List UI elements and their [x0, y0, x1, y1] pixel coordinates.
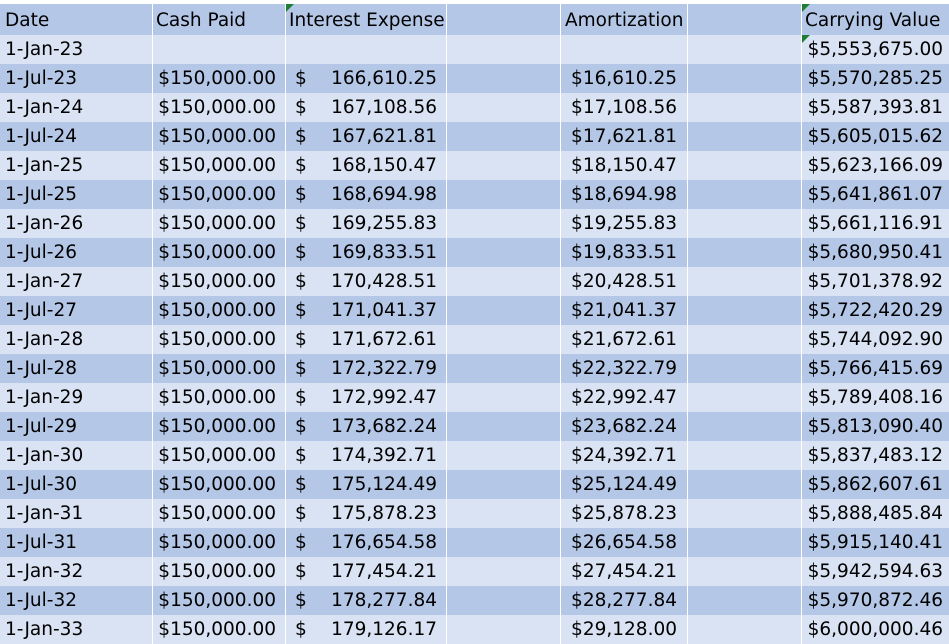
interest-amount: 179,126.17 — [331, 619, 437, 640]
interest-expense-cell[interactable] — [286, 412, 447, 441]
comment-indicator-icon — [286, 4, 294, 12]
amortization-cell[interactable] — [561, 586, 688, 615]
empty-cell[interactable] — [447, 470, 561, 499]
empty-cell[interactable] — [688, 267, 802, 296]
currency-symbol: $ — [295, 184, 307, 205]
interest-amount: 174,392.71 — [331, 445, 437, 466]
date-cell[interactable]: 1-Jul-28 — [0, 354, 153, 383]
amortization-amount: 28,277.84 — [582, 590, 677, 611]
empty-cell[interactable] — [688, 180, 802, 209]
date-cell[interactable]: 1-Jan-23 — [0, 35, 153, 64]
amortization-amount: 20,428.51 — [582, 271, 677, 292]
currency-symbol: $ — [295, 68, 307, 89]
carrying-value-cell[interactable] — [802, 325, 949, 354]
table-row — [0, 557, 949, 586]
carrying-value-cell[interactable] — [802, 412, 949, 441]
amortization-amount: 27,454.21 — [582, 561, 677, 582]
carrying-value-cell[interactable] — [802, 267, 949, 296]
currency-symbol: $ — [295, 126, 307, 147]
table-row — [0, 93, 949, 122]
cash-paid-cell[interactable]: $150,000.00 — [153, 180, 286, 209]
amortization-cell[interactable] — [561, 383, 688, 412]
amortization-cell[interactable] — [561, 180, 688, 209]
carrying-value-amount: $5,888,485.84 — [807, 503, 943, 524]
interest-expense-cell[interactable] — [286, 354, 447, 383]
header-row — [0, 4, 949, 35]
cash-paid-cell[interactable]: $150,000.00 — [153, 267, 286, 296]
cash-paid-cell[interactable] — [153, 35, 286, 64]
cash-paid-cell[interactable]: $150,000.00 — [153, 354, 286, 383]
carrying-value-cell[interactable] — [802, 209, 949, 238]
amortization-amount: 24,392.71 — [582, 445, 677, 466]
amortization-cell[interactable] — [561, 122, 688, 151]
currency-symbol: $ — [295, 532, 307, 553]
table-row — [0, 151, 949, 180]
empty-cell[interactable] — [688, 35, 802, 64]
interest-amount: 167,108.56 — [331, 97, 437, 118]
carrying-value-cell[interactable] — [802, 470, 949, 499]
amortization-amount: 18,150.47 — [582, 155, 677, 176]
empty-cell[interactable] — [688, 470, 802, 499]
amortization-amount: 23,682.24 — [582, 416, 677, 437]
amortization-amount: 22,322.79 — [582, 358, 677, 379]
interest-amount: 175,878.23 — [331, 503, 437, 524]
empty-cell[interactable] — [447, 209, 561, 238]
interest-amount: 178,277.84 — [331, 590, 437, 611]
amortization-amount: 17,621.81 — [582, 126, 677, 147]
empty-cell[interactable] — [688, 238, 802, 267]
cash-paid-cell[interactable]: $150,000.00 — [153, 441, 286, 470]
currency-symbol: $ — [295, 387, 307, 408]
empty-cell[interactable] — [688, 296, 802, 325]
currency-symbol: $ — [295, 242, 307, 263]
amortization-cell[interactable] — [561, 325, 688, 354]
carrying-value-amount: $5,789,408.16 — [807, 387, 943, 408]
currency-symbol: $ — [571, 213, 583, 234]
table-row — [0, 470, 949, 499]
empty-cell[interactable] — [447, 557, 561, 586]
header-interest-expense-label: Interest Expense — [289, 10, 445, 31]
amortization-cell[interactable] — [561, 93, 688, 122]
empty-cell[interactable] — [447, 528, 561, 557]
empty-cell[interactable] — [447, 412, 561, 441]
carrying-value-amount: $5,766,415.69 — [807, 358, 943, 379]
amortization-cell[interactable] — [561, 441, 688, 470]
cash-paid-cell[interactable]: $150,000.00 — [153, 470, 286, 499]
header-cash-paid[interactable]: Cash Paid — [153, 4, 286, 35]
empty-cell[interactable] — [688, 122, 802, 151]
interest-amount: 166,610.25 — [331, 68, 437, 89]
date-cell[interactable]: 1-Jan-33 — [0, 615, 153, 644]
empty-cell[interactable] — [447, 441, 561, 470]
interest-amount: 171,041.37 — [331, 300, 437, 321]
date-cell[interactable]: 1-Jul-23 — [0, 64, 153, 93]
interest-amount: 168,150.47 — [331, 155, 437, 176]
carrying-value-amount: $5,837,483.12 — [807, 445, 943, 466]
date-cell[interactable]: 1-Jul-31 — [0, 528, 153, 557]
comment-indicator-icon — [802, 4, 810, 12]
date-cell[interactable]: 1-Jul-29 — [0, 412, 153, 441]
amortization-cell[interactable] — [561, 151, 688, 180]
carrying-value-amount: $5,587,393.81 — [807, 97, 943, 118]
amortization-amount: 19,255.83 — [582, 213, 677, 234]
date-cell[interactable]: 1-Jan-25 — [0, 151, 153, 180]
amortization-cell[interactable] — [561, 412, 688, 441]
date-cell[interactable]: 1-Jul-30 — [0, 470, 153, 499]
empty-cell[interactable] — [688, 441, 802, 470]
carrying-value-amount: $6,000,000.46 — [807, 619, 943, 640]
empty-cell[interactable] — [447, 325, 561, 354]
interest-expense-cell[interactable] — [286, 122, 447, 151]
interest-expense-cell[interactable] — [286, 441, 447, 470]
currency-symbol: $ — [571, 445, 583, 466]
currency-symbol: $ — [295, 503, 307, 524]
interest-amount: 172,992.47 — [331, 387, 437, 408]
date-cell[interactable]: 1-Jan-24 — [0, 93, 153, 122]
amortization-amount: 21,672.61 — [582, 329, 677, 350]
interest-expense-cell[interactable] — [286, 180, 447, 209]
empty-cell[interactable] — [688, 64, 802, 93]
carrying-value-amount: $5,942,594.63 — [807, 561, 943, 582]
interest-expense-cell[interactable] — [286, 93, 447, 122]
table-row — [0, 499, 949, 528]
carrying-value-cell[interactable] — [802, 35, 949, 64]
header-carrying-value[interactable] — [802, 4, 949, 35]
currency-symbol: $ — [571, 329, 583, 350]
table-row — [0, 64, 949, 93]
date-cell[interactable]: 1-Jul-32 — [0, 586, 153, 615]
empty-cell[interactable] — [447, 267, 561, 296]
header-amortization[interactable]: Amortization — [561, 4, 688, 35]
amortization-cell[interactable] — [561, 296, 688, 325]
date-cell[interactable]: 1-Jan-30 — [0, 441, 153, 470]
amortization-cell[interactable] — [561, 470, 688, 499]
empty-cell[interactable] — [688, 93, 802, 122]
currency-symbol: $ — [571, 619, 583, 640]
interest-amount: 173,682.24 — [331, 416, 437, 437]
interest-amount: 170,428.51 — [331, 271, 437, 292]
carrying-value-amount: $5,623,166.09 — [807, 155, 943, 176]
interest-expense-cell[interactable] — [286, 151, 447, 180]
currency-symbol: $ — [571, 155, 583, 176]
table-row — [0, 325, 949, 354]
cash-paid-cell[interactable]: $150,000.00 — [153, 383, 286, 412]
currency-symbol: $ — [295, 474, 307, 495]
amortization-amount: 21,041.37 — [582, 300, 677, 321]
interest-expense-cell[interactable] — [286, 35, 447, 64]
carrying-value-cell[interactable] — [802, 238, 949, 267]
comment-indicator-icon — [802, 35, 810, 43]
empty-cell[interactable] — [447, 296, 561, 325]
currency-symbol: $ — [571, 387, 583, 408]
currency-symbol: $ — [571, 416, 583, 437]
header-blank-cell[interactable] — [688, 4, 802, 35]
cash-paid-cell[interactable]: $150,000.00 — [153, 238, 286, 267]
interest-expense-cell[interactable] — [286, 238, 447, 267]
currency-symbol: $ — [295, 97, 307, 118]
currency-symbol: $ — [571, 474, 583, 495]
empty-cell[interactable] — [688, 209, 802, 238]
carrying-value-cell[interactable] — [802, 557, 949, 586]
empty-cell[interactable] — [688, 528, 802, 557]
cash-paid-cell[interactable]: $150,000.00 — [153, 615, 286, 644]
currency-symbol: $ — [295, 561, 307, 582]
interest-expense-cell[interactable] — [286, 64, 447, 93]
amortization-cell[interactable] — [561, 64, 688, 93]
currency-symbol: $ — [571, 184, 583, 205]
currency-symbol: $ — [571, 300, 583, 321]
carrying-value-amount: $5,641,861.07 — [807, 184, 943, 205]
empty-cell[interactable] — [688, 586, 802, 615]
date-cell[interactable]: 1-Jan-29 — [0, 383, 153, 412]
currency-symbol: $ — [571, 590, 583, 611]
carrying-value-cell[interactable] — [802, 296, 949, 325]
date-cell[interactable]: 1-Jan-27 — [0, 267, 153, 296]
carrying-value-amount: $5,661,116.91 — [807, 213, 943, 234]
amortization-cell[interactable] — [561, 528, 688, 557]
empty-cell[interactable] — [447, 238, 561, 267]
carrying-value-cell[interactable] — [802, 354, 949, 383]
currency-symbol: $ — [571, 242, 583, 263]
amortization-cell[interactable] — [561, 557, 688, 586]
table-row — [0, 35, 949, 64]
date-cell[interactable]: 1-Jul-24 — [0, 122, 153, 151]
empty-cell[interactable] — [447, 122, 561, 151]
interest-amount: 171,672.61 — [331, 329, 437, 350]
empty-cell[interactable] — [447, 93, 561, 122]
interest-expense-cell[interactable] — [286, 296, 447, 325]
carrying-value-cell[interactable] — [802, 586, 949, 615]
carrying-value-amount: $5,553,675.00 — [807, 39, 943, 60]
interest-amount: 169,255.83 — [331, 213, 437, 234]
empty-cell[interactable] — [447, 35, 561, 64]
interest-expense-cell[interactable] — [286, 325, 447, 354]
interest-expense-cell[interactable] — [286, 470, 447, 499]
table-row — [0, 267, 949, 296]
currency-symbol: $ — [571, 97, 583, 118]
empty-cell[interactable] — [688, 325, 802, 354]
cash-paid-cell[interactable]: $150,000.00 — [153, 586, 286, 615]
currency-symbol: $ — [571, 532, 583, 553]
header-carrying-value-label: Carrying Value — [805, 10, 941, 31]
empty-cell[interactable] — [447, 180, 561, 209]
amortization-cell[interactable] — [561, 354, 688, 383]
amortization-amount: 25,878.23 — [582, 503, 677, 524]
amortization-cell[interactable] — [561, 499, 688, 528]
amortization-cell[interactable] — [561, 209, 688, 238]
empty-cell[interactable] — [688, 412, 802, 441]
interest-expense-cell[interactable] — [286, 267, 447, 296]
currency-symbol: $ — [571, 68, 583, 89]
empty-cell[interactable] — [688, 354, 802, 383]
currency-symbol: $ — [295, 445, 307, 466]
date-cell[interactable]: 1-Jan-26 — [0, 209, 153, 238]
carrying-value-cell[interactable] — [802, 93, 949, 122]
table-row — [0, 441, 949, 470]
table-row — [0, 412, 949, 441]
empty-cell[interactable] — [688, 557, 802, 586]
carrying-value-cell[interactable] — [802, 122, 949, 151]
currency-symbol: $ — [295, 329, 307, 350]
amortization-amount: 29,128.00 — [582, 619, 677, 640]
currency-symbol: $ — [295, 416, 307, 437]
currency-symbol: $ — [295, 619, 307, 640]
table-row — [0, 238, 949, 267]
cash-paid-cell[interactable]: $150,000.00 — [153, 557, 286, 586]
table-row — [0, 209, 949, 238]
table-row — [0, 122, 949, 151]
interest-expense-cell[interactable] — [286, 586, 447, 615]
table-row — [0, 586, 949, 615]
empty-cell[interactable] — [447, 64, 561, 93]
interest-amount: 176,654.58 — [331, 532, 437, 553]
interest-expense-cell[interactable] — [286, 383, 447, 412]
carrying-value-cell[interactable] — [802, 180, 949, 209]
amortization-amount: 22,992.47 — [582, 387, 677, 408]
amortization-amount: 25,124.49 — [582, 474, 677, 495]
carrying-value-amount: $5,915,140.41 — [807, 532, 943, 553]
carrying-value-amount: $5,605,015.62 — [807, 126, 943, 147]
carrying-value-cell[interactable] — [802, 499, 949, 528]
interest-amount: 172,322.79 — [331, 358, 437, 379]
interest-amount: 175,124.49 — [331, 474, 437, 495]
header-date[interactable]: Date — [0, 4, 153, 35]
interest-amount: 177,454.21 — [331, 561, 437, 582]
currency-symbol: $ — [571, 561, 583, 582]
table-row — [0, 180, 949, 209]
empty-cell[interactable] — [447, 586, 561, 615]
carrying-value-amount: $5,970,872.46 — [807, 590, 943, 611]
interest-amount: 168,694.98 — [331, 184, 437, 205]
carrying-value-amount: $5,722,420.29 — [807, 300, 943, 321]
amortization-cell[interactable] — [561, 238, 688, 267]
empty-cell[interactable] — [447, 354, 561, 383]
date-cell[interactable]: 1-Jan-28 — [0, 325, 153, 354]
currency-symbol: $ — [571, 358, 583, 379]
table-row — [0, 383, 949, 412]
carrying-value-amount: $5,701,378.92 — [807, 271, 943, 292]
currency-symbol: $ — [295, 213, 307, 234]
empty-cell[interactable] — [688, 383, 802, 412]
amortization-amount: 19,833.51 — [582, 242, 677, 263]
currency-symbol: $ — [571, 271, 583, 292]
amortization-cell[interactable] — [561, 35, 688, 64]
empty-cell[interactable] — [447, 383, 561, 412]
carrying-value-cell[interactable] — [802, 441, 949, 470]
interest-amount: 167,621.81 — [331, 126, 437, 147]
interest-expense-cell[interactable] — [286, 528, 447, 557]
currency-symbol: $ — [295, 590, 307, 611]
date-cell[interactable]: 1-Jul-26 — [0, 238, 153, 267]
currency-symbol: $ — [295, 155, 307, 176]
cash-paid-cell[interactable]: $150,000.00 — [153, 151, 286, 180]
carrying-value-amount: $5,813,090.40 — [807, 416, 943, 437]
amortization-amount: 16,610.25 — [582, 68, 677, 89]
currency-symbol: $ — [571, 126, 583, 147]
carrying-value-cell[interactable] — [802, 151, 949, 180]
amortization-cell[interactable] — [561, 267, 688, 296]
currency-symbol: $ — [295, 300, 307, 321]
carrying-value-amount: $5,570,285.25 — [807, 68, 943, 89]
empty-cell[interactable] — [688, 151, 802, 180]
table-row — [0, 528, 949, 557]
empty-cell[interactable] — [447, 151, 561, 180]
amortization-amount: 17,108.56 — [582, 97, 677, 118]
cash-paid-cell[interactable]: $150,000.00 — [153, 64, 286, 93]
date-cell[interactable]: 1-Jul-25 — [0, 180, 153, 209]
cash-paid-cell[interactable]: $150,000.00 — [153, 412, 286, 441]
date-cell[interactable]: 1-Jan-31 — [0, 499, 153, 528]
empty-cell[interactable] — [447, 499, 561, 528]
cash-paid-cell[interactable]: $150,000.00 — [153, 209, 286, 238]
date-cell[interactable]: 1-Jan-32 — [0, 557, 153, 586]
interest-amount: 169,833.51 — [331, 242, 437, 263]
carrying-value-amount: $5,862,607.61 — [807, 474, 943, 495]
carrying-value-cell[interactable] — [802, 528, 949, 557]
cash-paid-cell[interactable]: $150,000.00 — [153, 122, 286, 151]
carrying-value-amount: $5,680,950.41 — [807, 242, 943, 263]
currency-symbol: $ — [571, 503, 583, 524]
carrying-value-cell[interactable] — [802, 64, 949, 93]
cash-paid-cell[interactable]: $150,000.00 — [153, 325, 286, 354]
amortization-amount: 18,694.98 — [582, 184, 677, 205]
currency-symbol: $ — [295, 358, 307, 379]
cash-paid-cell[interactable]: $150,000.00 — [153, 93, 286, 122]
date-cell[interactable]: 1-Jul-27 — [0, 296, 153, 325]
table-row — [0, 296, 949, 325]
cash-paid-cell[interactable]: $150,000.00 — [153, 296, 286, 325]
cash-paid-cell[interactable]: $150,000.00 — [153, 528, 286, 557]
carrying-value-cell[interactable] — [802, 383, 949, 412]
table-row — [0, 354, 949, 383]
interest-expense-cell[interactable] — [286, 209, 447, 238]
header-blank-cell[interactable] — [447, 4, 561, 35]
amortization-amount: 26,654.58 — [582, 532, 677, 553]
interest-expense-cell[interactable] — [286, 557, 447, 586]
currency-symbol: $ — [295, 271, 307, 292]
cash-paid-cell[interactable]: $150,000.00 — [153, 499, 286, 528]
empty-cell[interactable] — [688, 499, 802, 528]
interest-expense-cell[interactable] — [286, 499, 447, 528]
carrying-value-amount: $5,744,092.90 — [807, 329, 943, 350]
header-interest-expense[interactable] — [286, 4, 447, 35]
